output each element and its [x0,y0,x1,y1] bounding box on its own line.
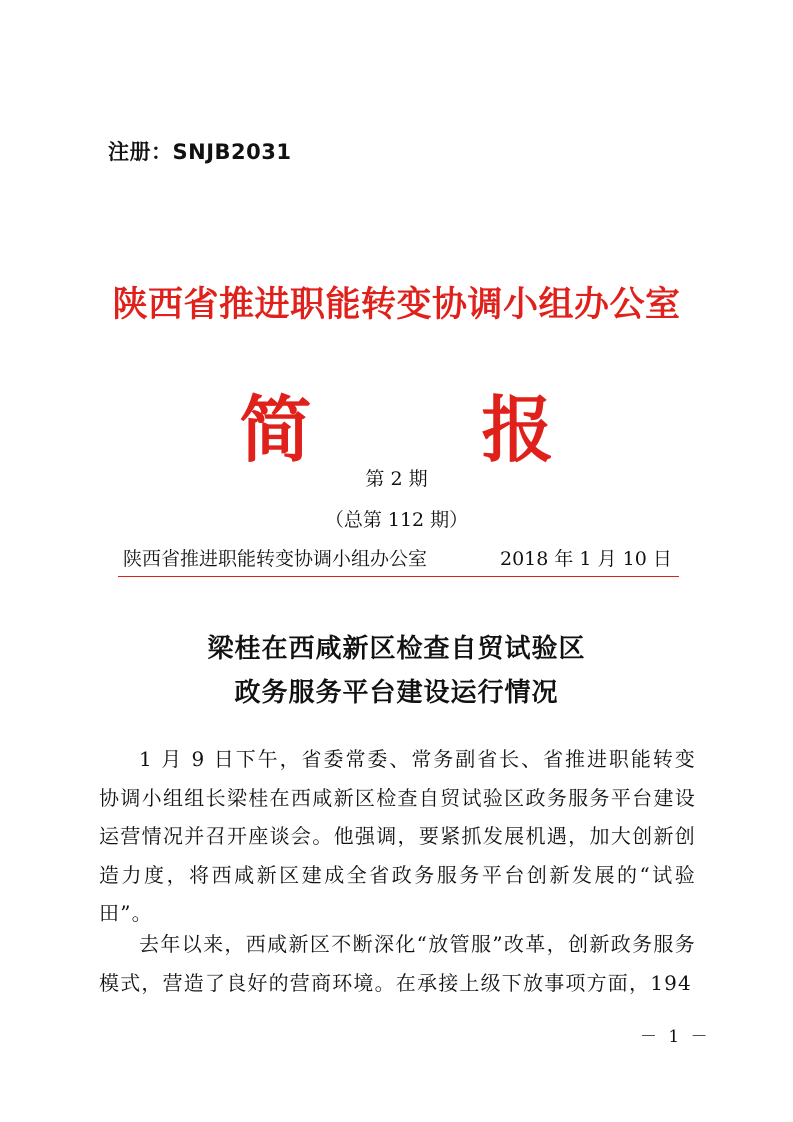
paragraph-text: 去年以来，西咸新区不断深化“放管服”改革，创新政务服务模式，营造了良好的营商环境。在承接上级下放事项方面，194 [99,932,696,995]
body-paragraph [99,925,696,1002]
headline-line-1: 梁桂在西咸新区检查自贸试验区 [207,634,586,664]
issuer-header: 陕西省推进职能转变协调小组办公室 [112,284,681,325]
issuer-name: 陕西省推进职能转变协调小组办公室 [123,548,428,570]
issue-number: 第 2 期 [365,468,428,490]
bulletin-title-char-2: 报 [481,387,554,472]
body-paragraph [99,740,696,933]
issuer-date-line [123,544,683,571]
paragraph-text: 1 月 9 日下午，省委常委、常务副省长、省推进职能转变协调小组组长梁桂在西咸新区检查自贸试验区政务服务平台建设运营情况并召开座谈会。他强调，要紧抓发展机遇，加大创新创造力度，将西咸新区建成全省政务服务平台创新发展的“试验田”。 [99,747,696,925]
bulletin-title-char-1: 简 [239,387,312,472]
page-number: － 1 － [640,1027,711,1047]
issue-date: 2018 年 1 月 10 日 [500,548,672,570]
bulletin-title [0,372,793,476]
total-issue-number: （总第 112 期） [324,509,469,531]
registration-number: 注册：SNJB2031 [108,140,292,164]
headline-line-2: 政务服务平台建设运行情况 [234,678,559,708]
red-divider [118,576,679,577]
